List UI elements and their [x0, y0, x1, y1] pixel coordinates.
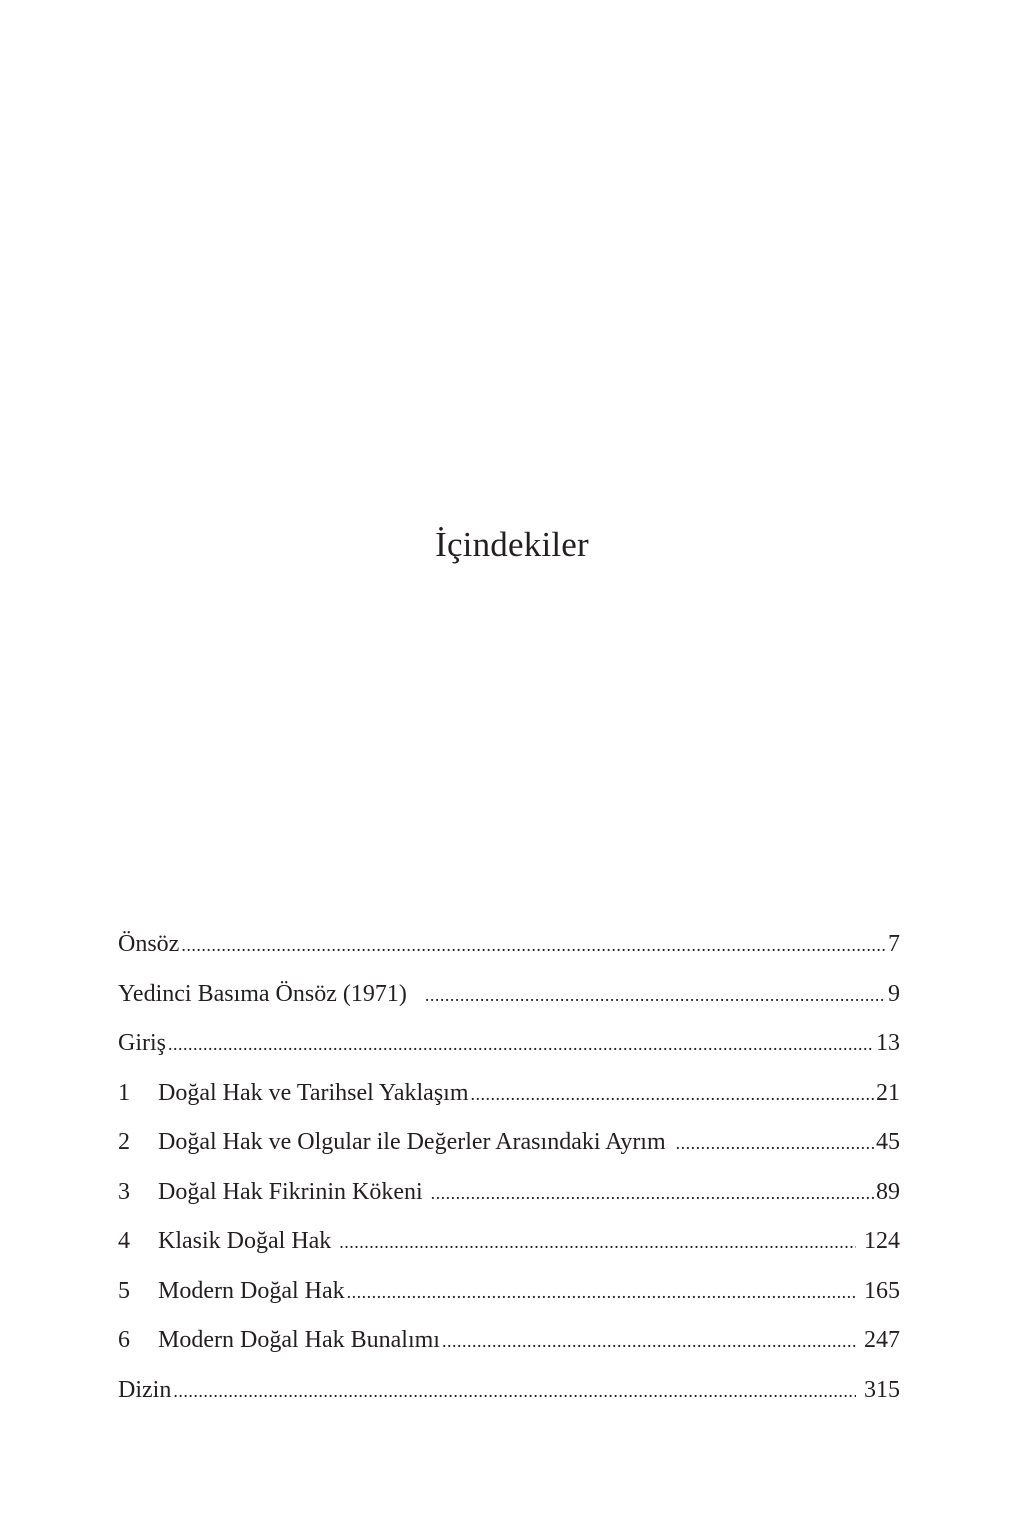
dot-leader — [431, 1169, 874, 1219]
toc-entry-chapter-number: 2 — [118, 1129, 130, 1155]
toc-entry-label: Doğal Hak ve Olgular ile Değerler Arasındaki Ayrım — [158, 1129, 666, 1155]
toc-entry-page-number: 45 — [876, 1129, 900, 1155]
toc-entry-preface[interactable] — [118, 920, 900, 970]
toc-entry-page-number: 89 — [876, 1178, 900, 1205]
table-of-contents — [118, 920, 900, 1415]
toc-entry-page-number: 21 — [876, 1079, 900, 1106]
toc-entry-chapter-4[interactable] — [118, 1217, 900, 1267]
dot-leader — [181, 921, 886, 971]
toc-entry-chapter-number: 4 — [118, 1228, 130, 1254]
toc-entry-page-number: 7 — [888, 931, 900, 957]
dot-leader — [471, 1070, 875, 1120]
dot-leader — [425, 971, 886, 1021]
toc-entry-label: Klasik Doğal Hak — [158, 1228, 332, 1254]
toc-entry-label: Yedinci Basıma Önsöz (1971) — [118, 980, 407, 1007]
toc-entry-chapter-3[interactable] — [118, 1168, 900, 1218]
dot-leader — [347, 1268, 856, 1318]
toc-entry-chapter-number: 1 — [118, 1079, 130, 1106]
toc-entry-chapter-1[interactable] — [118, 1069, 900, 1119]
toc-entry-chapter-5[interactable] — [118, 1267, 900, 1317]
toc-entry-page-number: 13 — [876, 1030, 900, 1056]
toc-entry-label: Modern Doğal Hak — [158, 1277, 345, 1304]
toc-entry-chapter-number: 3 — [118, 1178, 130, 1205]
dot-leader — [442, 1317, 856, 1367]
toc-entry-page-number: 124 — [864, 1228, 900, 1254]
toc-entry-chapter-number: 5 — [118, 1277, 130, 1304]
toc-entry-seventh-edition-preface[interactable] — [118, 970, 900, 1020]
toc-entry-page-number: 165 — [864, 1277, 900, 1304]
dot-leader — [168, 1020, 874, 1070]
toc-entry-chapter-number: 6 — [118, 1327, 130, 1353]
toc-entry-label: Doğal Hak Fikrinin Kökeni — [158, 1178, 423, 1205]
dot-leader — [676, 1119, 874, 1169]
toc-entry-page-number: 247 — [864, 1327, 900, 1353]
toc-entry-index[interactable] — [118, 1366, 900, 1416]
toc-entry-introduction[interactable] — [118, 1019, 900, 1069]
toc-entry-chapter-2[interactable] — [118, 1118, 900, 1168]
toc-entry-page-number: 9 — [888, 980, 900, 1007]
dot-leader — [173, 1367, 856, 1417]
toc-entry-label: Giriş — [118, 1030, 166, 1056]
page-title: İçindekiler — [435, 525, 589, 564]
toc-entry-label: Modern Doğal Hak Bunalımı — [158, 1327, 440, 1353]
toc-entry-label: Önsöz — [118, 931, 180, 957]
toc-entry-label: Doğal Hak ve Tarihsel Yaklaşım — [158, 1079, 469, 1106]
dot-leader — [339, 1218, 856, 1268]
toc-entry-label: Dizin — [118, 1376, 172, 1403]
toc-entry-page-number: 315 — [864, 1376, 900, 1403]
toc-entry-chapter-6[interactable] — [118, 1316, 900, 1366]
